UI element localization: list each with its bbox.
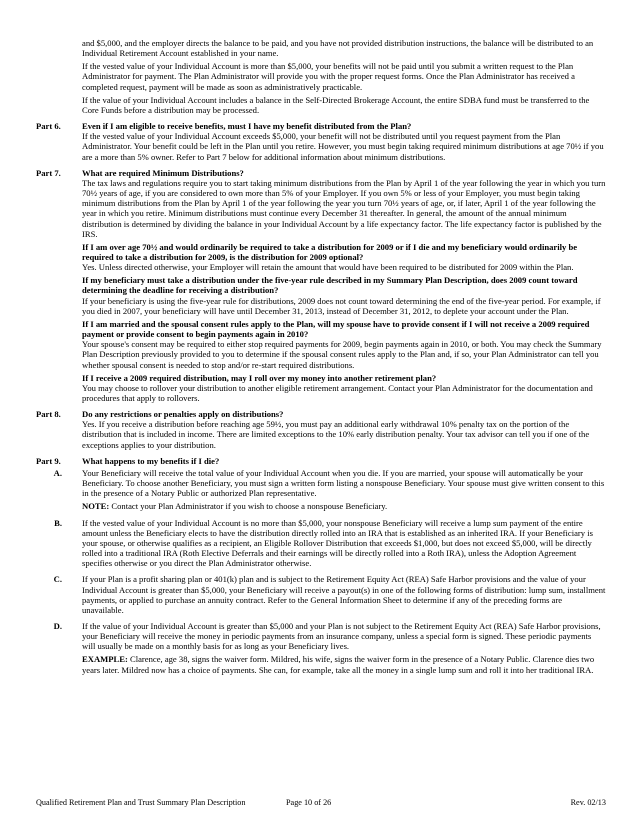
paragraph: If the value of your Individual Account includes a balance in the Self-Directed Brokerage Account, the entire SDBA fund must be transferred to the Core Funds before a distribution may be processed. (82, 94, 590, 115)
item-label: B. (54, 517, 62, 528)
note-text: Contact your Plan Administrator if you wish to choose a nonspouse Beneficiary. (109, 501, 388, 512)
paragraph: Yes. Unless directed otherwise, your Employer will retain the amount that would have been required to be distributed for 2009 within the Plan. (82, 262, 574, 273)
part-8-section (36, 409, 606, 453)
paragraph: If the vested value of your Individual Account is more than $5,000, your benefits will not be paid until you submit a written request to the Plan Administrator for payment. The Plan Administrator will provide you with the proper request forms. Once the Plan Administrator has received a completed request, payment will be made as soon as administratively practicable. (82, 61, 575, 92)
paragraph: If the value of your Individual Account is greater than $5,000 and your Plan is not subject to the Retirement Equity Act (REA) Safe Harbor provisions, your Beneficiary will receive the money in periodic payments from an insurance company, unless a special form is signed. These periodic payments will usually be made on a monthly basis for as long as your Beneficiary lives. (82, 620, 601, 652)
part-6-section (36, 121, 606, 165)
question-heading: Even if I am eligible to receive benefits, must I have my benefit distributed from the Plan? (82, 121, 412, 132)
example-text: Clarence, age 38, signs the waiver form. Mildred, his wife, signs the waiver form in the presence of a Notary Public. Clarence dies two years later. Mildred now has a choice of payments. She can, for example, take all the money in a single lump sum and roll it into her traditional IRA. (82, 654, 595, 675)
footer-revision: Rev. 02/13 (570, 798, 606, 807)
example-paragraph (82, 654, 606, 674)
example-label: EXAMPLE: (82, 654, 128, 665)
part-label: Part 9. (36, 455, 61, 466)
question-heading: Do any restrictions or penalties apply on distributions? (82, 409, 284, 420)
question-heading: If I receive a 2009 required distribution, may I roll over my money into another retirement plan? (82, 372, 437, 383)
note-paragraph (82, 501, 606, 511)
paragraph: If your Plan is a profit sharing plan or 401(k) plan and is subject to the Retirement Equity Act (REA) Safe Harbor provisions and the value of your Individual Account is greater than $5,000, your Beneficiary will receive a payout(s) in one of the following forms of distribution: lump sum, installment payments, or applied to purchase an annuity contract. Refer to the General Information Sheet to determine if any of the preceding forms are unavailable. (82, 574, 606, 615)
question-heading: If my beneficiary must take a distribution under the five-year rule described in my Summary Plan Description, does 2009 count toward determining the deadline for receiving a distribution? (82, 275, 578, 296)
question-heading: If I am over age 70½ and would ordinarily be required to take a distribution for 2009 or if I die and my beneficiary would ordinarily be required to take a distribution for 2009, is the distribution for 2009 optional? (82, 241, 578, 262)
part-7-section (36, 168, 606, 406)
part-9-section (36, 456, 606, 466)
part-9-item-c (36, 574, 606, 618)
part-label: Part 6. (36, 121, 61, 132)
paragraph: and $5,000, and the employer directs the balance to be paid, and you have not provided distribution instructions, the balance will be distributed to an Individual Retirement Account established in your name. (82, 38, 594, 59)
item-label: A. (53, 467, 62, 478)
item-label: D. (53, 620, 62, 631)
document-body (36, 38, 606, 681)
footer-page-number: Page 10 of 26 (286, 798, 332, 807)
note-label: NOTE: (82, 501, 110, 512)
question-heading: If I am married and the spousal consent rules apply to the Plan, will my spouse have to provide consent if I will not receive a 2009 required payment or provide consent to begin payments again in 2010? (82, 318, 590, 340)
paragraph: If the vested value of your Individual Account is no more than $5,000, your nonspouse Beneficiary will receive a lump sum payment of the entire amount unless the Beneficiary elects to have the distribution directly rolled into an IRA that is established as an inherited IRA. If your Beneficiary is your spouse, or otherwise qualifies as a recipient, an Eligible Rollover Distribution that exceeds $1,000, but does not exceed $5,000, will be directly rolled into a traditional IRA (Roth Elective Deferrals and their earnings will be directly rolled into a Roth IRA), unless the Adoption Agreement specifies otherwise or you direct the Plan Administrator otherwise. (82, 517, 593, 569)
continued-section (36, 38, 606, 118)
paragraph: If the vested value of your Individual Account exceeds $5,000, your benefit will not be distributed until you request payment from the Plan Administrator. Your benefit could be left in the Plan until you retire. However, you must begin taking required minimum distributions at age 70½ if you are a more than 5% owner. Refer to Part 7 below for additional information about minimum distributions. (82, 131, 604, 162)
page-footer (36, 798, 606, 808)
part-9-item-d (36, 621, 606, 678)
paragraph: Your Beneficiary will receive the total value of your Individual Account when you die. If you are married, your spouse will automatically be your Beneficiary. To choose another Beneficiary, you must sign a written form listing a nonspouse Beneficiary. Your spouse must give written consent to this in the presence of a Notary Public or authorized Plan representative. (82, 467, 605, 499)
paragraph: If your beneficiary is using the five-year rule for distributions, 2009 does not count toward determining the end of the five-year period. For example, if you died in 2007, your beneficiary will have until December 31, 2013, instead of December 31, 2012, to deplete your account under the Plan. (82, 295, 601, 316)
question-heading: What are required Minimum Distributions? (82, 167, 244, 178)
item-label: C. (53, 574, 62, 585)
part-label: Part 7. (36, 167, 61, 178)
paragraph: Your spouse's consent may be required to either stop required payments for 2009, begin payments again in 2010, or both. You may check the Summary Plan Description previously provided to you to determine if the spousal consent rules apply to the Plan and, if so, your Plan Administrator can tell you whether spousal consent is needed to stop and/or re-start required distributions. (82, 339, 602, 370)
part-9-item-a (36, 468, 606, 515)
part-label: Part 8. (36, 409, 61, 420)
footer-document-title: Qualified Retirement Plan and Trust Summary Plan Description (36, 798, 246, 807)
part-9-item-b (36, 518, 606, 572)
paragraph: The tax laws and regulations require you to start taking minimum distributions from the Plan by April 1 of the year following the year in which you turn 70½ years of age, if you are considered to own more than 5% of your Employer. If you own 5% or less of your Employer, you must begin taking minimum distributions from the Plan by April 1 of the year following the year you turn 70½ years of age, or, if later, April 1 of the year following the year in which you retire. Minimum distributions must continue every December 31 thereafter. In general, the amount of the annual minimum distribution is determined by dividing the balance in your Individual Account by a life expectancy factor. The life expectancy factor is published by the IRS. (82, 177, 606, 239)
paragraph: You may choose to rollover your distribution to another eligible retirement arrangement. Contact your Plan Administrator for the documentation and procedures that apply to rollovers. (82, 382, 593, 403)
question-heading: What happens to my benefits if I die? (82, 455, 220, 466)
paragraph: Yes. If you receive a distribution before reaching age 59½, you must pay an additional early withdrawal 10% penalty tax on the portion of the distribution that is included in income. There are limited exceptions to the 10% early distribution penalty. Your tax advisor can tell you if one of the exceptions applies to your distribution. (82, 419, 590, 450)
